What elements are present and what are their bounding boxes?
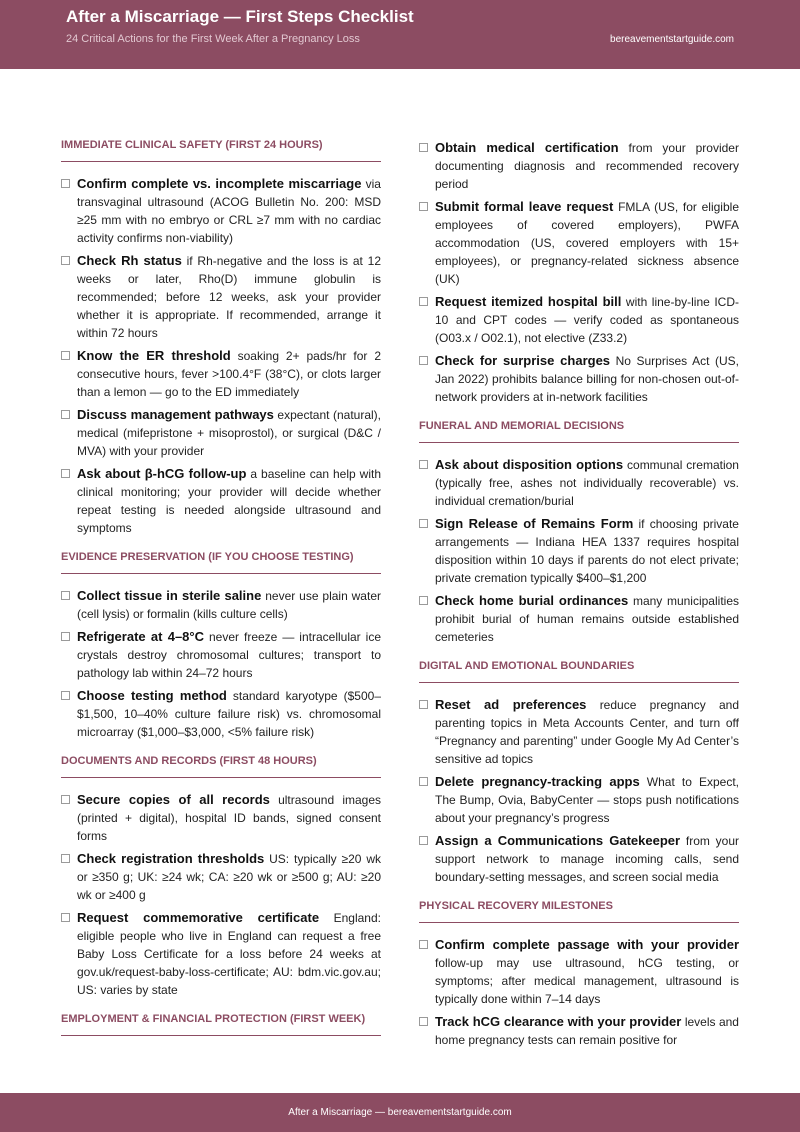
checklist-section — [61, 755, 381, 999]
item-body: with line-by-line ICD-10 and CPT codes — verify coded as spontaneous (O03.x / O02.1), not elective (Z33.2) — [435, 295, 739, 345]
item-lead: Choose testing method — [77, 688, 227, 703]
item-lead: Check registration thresholds — [77, 851, 265, 866]
item-text — [435, 832, 739, 886]
checkbox[interactable] — [419, 777, 428, 786]
item-text — [435, 293, 739, 347]
checklist-section — [61, 139, 381, 537]
item-lead: Confirm complete vs. incomplete miscarriage — [77, 176, 362, 191]
item-text — [77, 628, 381, 682]
item-lead: Track hCG clearance with your provider — [435, 1014, 682, 1029]
checkbox[interactable] — [419, 202, 428, 211]
item-lead: Know the ER threshold — [77, 348, 231, 363]
item-body: expectant (natural), medical (mifepristone + misoprostol), or surgical (D&C / MVA) with your provider — [77, 408, 381, 458]
item-body: soaking 2+ pads/hr for 2 consecutive hours, fever >100.4°F (38°C), or clots larger than a lemon — go to the ED immediately — [77, 349, 381, 399]
section-heading: DIGITAL AND EMOTIONAL BOUNDARIES — [419, 660, 739, 683]
checklist-item[interactable] — [61, 850, 381, 904]
checklist-item[interactable] — [61, 175, 381, 247]
footer-text: After a Miscarriage — bereavementstartguide.com — [288, 1107, 512, 1118]
page-subtitle: 24 Critical Actions for the First Week After a Pregnancy Loss — [66, 33, 360, 45]
right-column — [419, 139, 739, 1071]
checkbox[interactable] — [419, 519, 428, 528]
checklist-item[interactable] — [419, 832, 739, 886]
section-heading: DOCUMENTS AND RECORDS (FIRST 48 HOURS) — [61, 755, 381, 778]
checklist-item[interactable] — [419, 515, 739, 587]
item-text — [435, 198, 739, 288]
checkbox[interactable] — [61, 795, 70, 804]
checkbox[interactable] — [419, 1017, 428, 1026]
section-heading: IMMEDIATE CLINICAL SAFETY (FIRST 24 HOURS) — [61, 139, 381, 162]
section-heading: EMPLOYMENT & FINANCIAL PROTECTION (FIRST WEEK) — [61, 1013, 381, 1036]
item-lead: Ask about β-hCG follow-up — [77, 466, 247, 481]
item-text — [435, 352, 739, 406]
checklist-item[interactable] — [61, 628, 381, 682]
item-body: reduce pregnancy and parenting topics in Meta Accounts Center, and turn off “Pregnancy and parenting” under Google My Ad Center’s sensitive ad topics — [435, 698, 739, 766]
section-heading: PHYSICAL RECOVERY MILESTONES — [419, 900, 739, 923]
checkbox[interactable] — [419, 836, 428, 845]
item-body: What to Expect, The Bump, Ovia, BabyCenter — stops push notifications about your pregnancy’s progress — [435, 775, 739, 825]
checkbox[interactable] — [419, 356, 428, 365]
item-text — [77, 850, 381, 904]
checklist-section — [61, 1013, 381, 1036]
item-body: No Surprises Act (US, Jan 2022) prohibits balance billing for non-chosen out-of-network providers at in-network facilities — [435, 354, 739, 404]
item-text — [435, 773, 739, 827]
checklist-item[interactable] — [61, 909, 381, 999]
item-body: ultrasound images (printed + digital), hospital ID bands, signed consent forms — [77, 793, 381, 843]
item-text — [77, 587, 381, 623]
item-lead: Reset ad preferences — [435, 697, 587, 712]
page-footer — [0, 1093, 800, 1132]
checklist-item[interactable] — [61, 406, 381, 460]
checklist-item[interactable] — [61, 687, 381, 741]
page-title: After a Miscarriage — First Steps Checklist — [66, 7, 414, 26]
checkbox[interactable] — [61, 854, 70, 863]
checkbox[interactable] — [419, 596, 428, 605]
checklist-item[interactable] — [419, 352, 739, 406]
item-text — [77, 791, 381, 845]
checklist-section — [419, 139, 739, 406]
page-header — [0, 0, 800, 69]
item-text — [77, 406, 381, 460]
item-body: follow-up may use ultrasound, hCG testing, or symptoms; after medical management, ultrasound is typically done within 7–14 days — [435, 956, 739, 1006]
item-text — [435, 936, 739, 1008]
item-lead: Assign a Communications Gatekeeper — [435, 833, 681, 848]
item-lead: Request commemorative certificate — [77, 910, 320, 925]
item-text — [435, 592, 739, 646]
checkbox[interactable] — [61, 691, 70, 700]
item-body: US: typically ≥20 wk or ≥350 g; UK: ≥24 wk; CA: ≥20 wk or ≥500 g; AU: ≥20 wk or ≥400 g — [77, 852, 381, 902]
checklist-item[interactable] — [419, 198, 739, 288]
checklist-item[interactable] — [61, 465, 381, 537]
item-lead: Check home burial ordinances — [435, 593, 629, 608]
checklist-item[interactable] — [61, 252, 381, 342]
item-text — [435, 456, 739, 510]
checkbox[interactable] — [419, 940, 428, 949]
item-lead: Request itemized hospital bill — [435, 294, 622, 309]
item-lead: Collect tissue in sterile saline — [77, 588, 262, 603]
item-lead: Sign Release of Remains Form — [435, 516, 634, 531]
checkbox[interactable] — [419, 700, 428, 709]
item-body: if choosing private arrangements — Indiana HEA 1337 requires hospital disposition within 10 days if parents do not elect private; private cremation typically $400–$1,200 — [435, 517, 739, 585]
item-text — [435, 139, 739, 193]
checkbox[interactable] — [61, 351, 70, 360]
item-text — [77, 465, 381, 537]
item-body: from your provider documenting diagnosis and recommended recovery period — [435, 141, 739, 191]
checkbox[interactable] — [61, 632, 70, 641]
checklist-item[interactable] — [419, 592, 739, 646]
item-lead: Submit formal leave request — [435, 199, 614, 214]
item-lead: Refrigerate at 4–8°C — [77, 629, 204, 644]
item-text — [77, 347, 381, 401]
checklist-section — [419, 420, 739, 646]
checkbox[interactable] — [419, 143, 428, 152]
item-text — [77, 175, 381, 247]
checklist-section — [419, 660, 739, 886]
item-body: if Rh-negative and the loss is at 12 weeks or later, Rho(D) immune globulin is recommended; before 12 weeks, ask your provider whether it is appropriate. If recommended, arrange it within 72 hours — [77, 254, 381, 340]
item-body: from your support network to manage incoming calls, send boundary-setting messages, and screen social media — [435, 834, 739, 884]
item-lead: Confirm complete passage with your provider — [435, 937, 739, 952]
item-body: many municipalities prohibit burial of human remains outside established cemeteries — [435, 594, 739, 644]
checklist-item[interactable] — [419, 773, 739, 827]
left-column — [61, 139, 381, 1071]
item-lead: Check Rh status — [77, 253, 182, 268]
checklist-item[interactable] — [61, 347, 381, 401]
checklist-item[interactable] — [419, 1013, 739, 1049]
item-text — [77, 909, 381, 999]
checklist-item[interactable] — [419, 293, 739, 347]
item-text — [435, 515, 739, 587]
item-text — [435, 696, 739, 768]
checklist-item[interactable] — [419, 936, 739, 1008]
checklist-item[interactable] — [419, 456, 739, 510]
checklist-item[interactable] — [61, 587, 381, 623]
item-body: standard karyotype ($500–$1,500, 10–40% culture failure risk) vs. chromosomal microarray ($1,000–$3,000, <5% failure risk) — [77, 689, 381, 739]
checklist-section — [419, 900, 739, 1049]
item-body: never freeze — intracellular ice crystals destroy chromosomal cultures; transport to pathology lab within 24–72 hours — [77, 630, 381, 680]
checklist-item[interactable] — [419, 139, 739, 193]
item-lead: Check for surprise charges — [435, 353, 611, 368]
checklist-item[interactable] — [419, 696, 739, 768]
item-body: never use plain water (cell lysis) or formalin (kills culture cells) — [77, 589, 381, 621]
item-body: levels and home pregnancy tests can remain positive for — [435, 1015, 739, 1047]
checkbox[interactable] — [61, 179, 70, 188]
item-text — [77, 687, 381, 741]
checkbox[interactable] — [61, 913, 70, 922]
checklist-section — [61, 551, 381, 741]
checkbox[interactable] — [419, 297, 428, 306]
item-body: via transvaginal ultrasound (ACOG Bulletin No. 200: MSD ≥25 mm with no embryo or CRL ≥7 mm with no cardiac activity confirms non-viability) — [77, 177, 381, 245]
item-body: England: eligible people who live in England can request a free Baby Loss Certificate for a loss before 24 weeks at gov.uk/request-baby-loss-certificate; AU: bdm.vic.gov.au; US: varies by state — [77, 911, 381, 997]
item-body: FMLA (US, for eligible employees of covered employers), PWFA accommodation (US, covered employers with 15+ employees), or pregnancy-related sickness absence (UK) — [435, 200, 739, 286]
item-body: a baseline can help with clinical monitoring; your provider will decide whether repeat testing is needed alongside ultrasound and symptoms — [77, 467, 381, 535]
checkbox[interactable] — [61, 256, 70, 265]
checkbox[interactable] — [61, 410, 70, 419]
item-lead: Ask about disposition options — [435, 457, 624, 472]
checkbox[interactable] — [419, 460, 428, 469]
site-url: bereavementstartguide.com — [610, 34, 734, 45]
item-text — [435, 1013, 739, 1049]
item-lead: Delete pregnancy-tracking apps — [435, 774, 640, 789]
item-text — [77, 252, 381, 342]
checkbox[interactable] — [61, 591, 70, 600]
checkbox[interactable] — [61, 469, 70, 478]
item-lead: Obtain medical certification — [435, 140, 619, 155]
section-heading: FUNERAL AND MEMORIAL DECISIONS — [419, 420, 739, 443]
item-body: communal cremation (typically free, ashes not individually recoverable) vs. individual cremation/burial — [435, 458, 739, 508]
section-heading: EVIDENCE PRESERVATION (IF YOU CHOOSE TESTING) — [61, 551, 381, 574]
item-lead: Discuss management pathways — [77, 407, 274, 422]
checklist-item[interactable] — [61, 791, 381, 845]
item-lead: Secure copies of all records — [77, 792, 270, 807]
